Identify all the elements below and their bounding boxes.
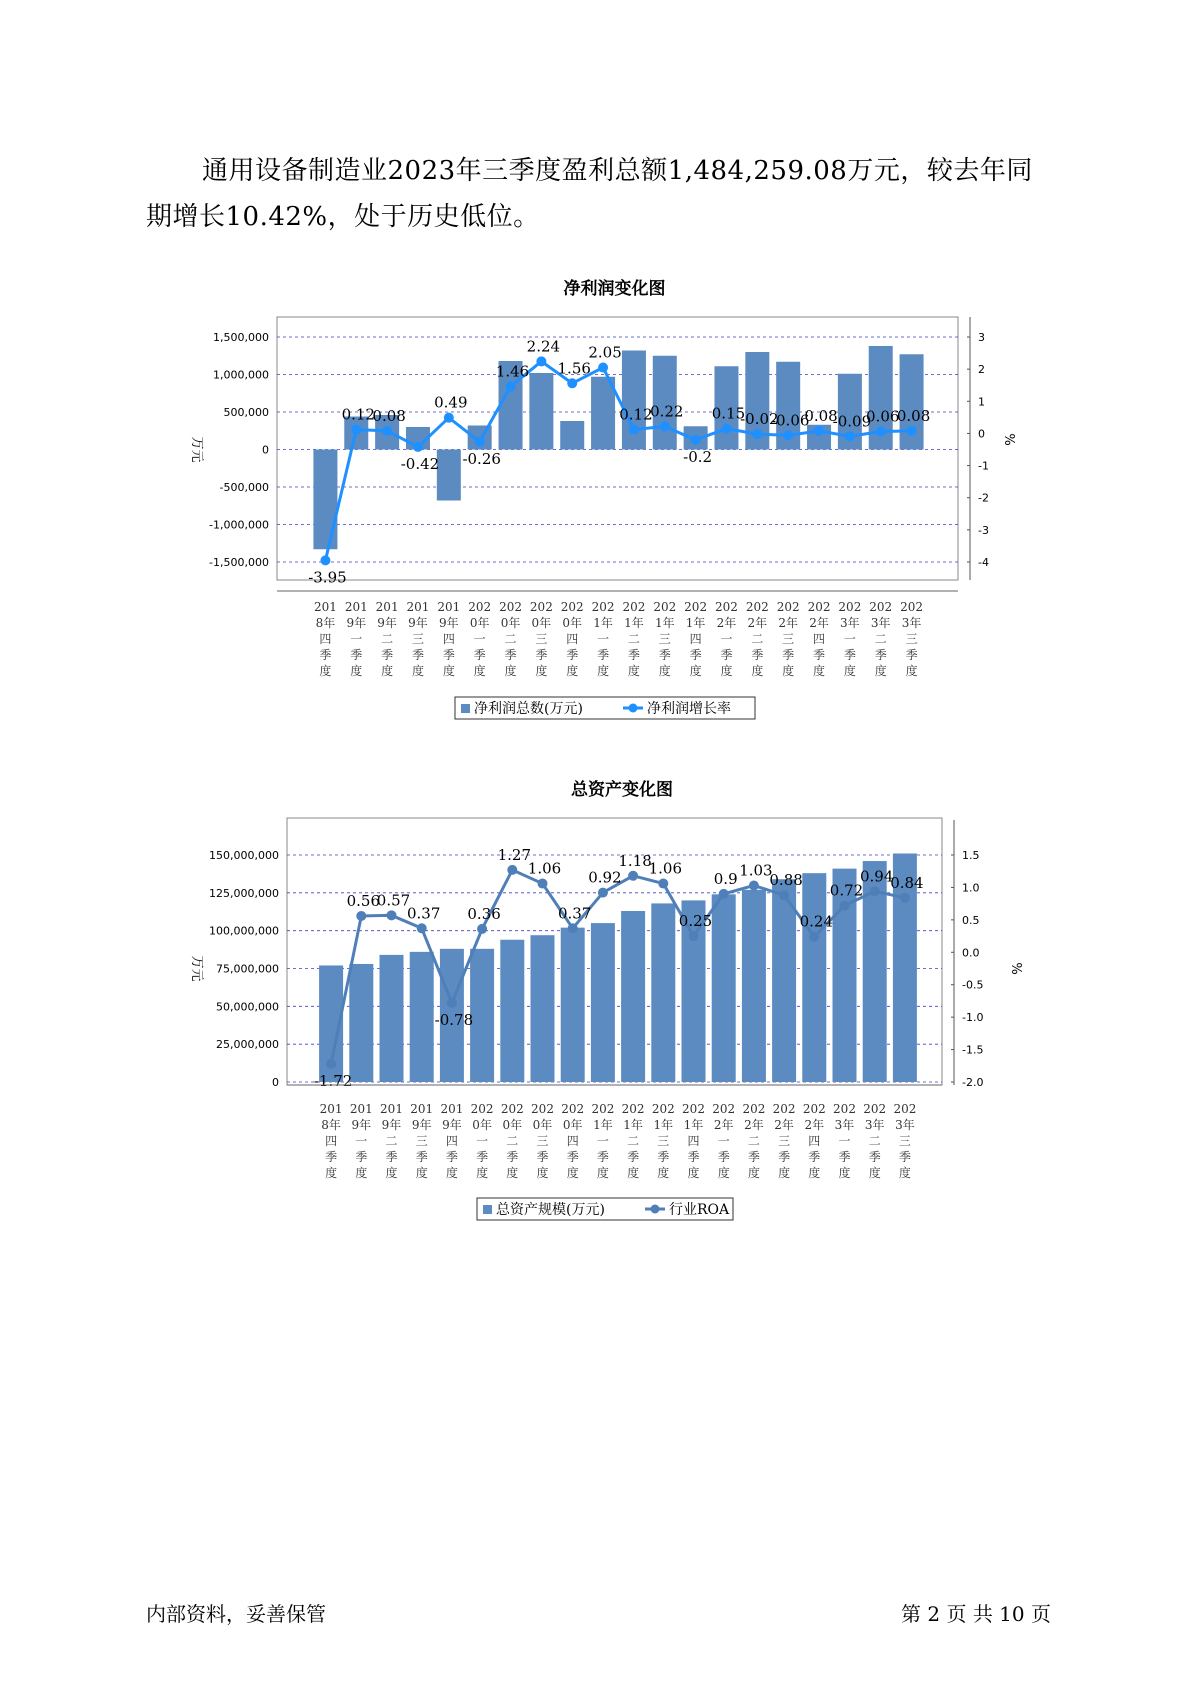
x-tick-label: 201 9年四季度 — [440, 1102, 464, 1180]
data-label: 0.9 — [713, 869, 738, 888]
y2-tick-label: -2 — [978, 491, 989, 505]
footer-confidential-note: 内部资料，妥善保管 — [146, 1602, 326, 1626]
y-axis-label: 万元 — [189, 955, 204, 982]
data-label: 0.88 — [769, 871, 803, 890]
y2-tick-label: 1.5 — [962, 849, 980, 862]
line-point — [749, 880, 759, 890]
x-tick-label: 202 0年四季度 — [561, 1102, 585, 1180]
line-point — [387, 910, 397, 920]
data-label: 0.57 — [376, 891, 411, 910]
x-tick-label: 201 9年三季度 — [410, 1102, 434, 1180]
x-tick-label: 201 9年一季度 — [344, 600, 368, 678]
data-label: -0.42 — [400, 454, 440, 473]
bar — [712, 894, 736, 1082]
x-tick-label: 202 0年二季度 — [500, 1102, 524, 1180]
bar — [561, 928, 585, 1082]
data-label: 0.08 — [896, 406, 931, 425]
y-tick-label: 50,000,000 — [216, 1000, 279, 1014]
x-tick-label: 202 0年三季度 — [529, 600, 553, 678]
y2-tick-label: -1.5 — [962, 1043, 984, 1057]
data-label: 0.84 — [890, 873, 924, 892]
y-tick-label: -1,000,000 — [209, 518, 269, 532]
data-label: 0.22 — [650, 402, 684, 421]
y-tick-label: 1,000,000 — [213, 368, 269, 382]
line-point — [598, 888, 608, 898]
y-tick-label: -500,000 — [219, 481, 269, 494]
data-label: 2.24 — [526, 337, 561, 356]
x-tick-label: 202 2年二季度 — [745, 600, 769, 678]
legend-bar-label: 总资产规模(万元) — [496, 1202, 605, 1218]
data-label: 1.18 — [618, 851, 652, 870]
bar — [591, 923, 615, 1082]
data-label: -0.2 — [683, 447, 713, 466]
x-tick-label: 202 2年一季度 — [712, 1102, 736, 1180]
x-tick-label: 201 9年四季度 — [437, 600, 461, 678]
x-tick-label: 201 8年四季度 — [313, 600, 337, 678]
data-label: 2.05 — [588, 343, 622, 362]
legend-bar-swatch — [483, 1205, 492, 1214]
data-label: -3.95 — [308, 568, 347, 587]
line-point — [779, 890, 789, 900]
data-label: -1.72 — [313, 1071, 353, 1090]
y-tick-label: 0 — [262, 443, 269, 457]
x-tick-label: 202 0年三季度 — [531, 1102, 554, 1180]
line-point — [809, 932, 819, 942]
line-point — [507, 865, 517, 875]
x-tick-label: 202 1年四季度 — [682, 1102, 705, 1180]
data-label: 0.37 — [557, 904, 592, 923]
x-tick-label: 201 9年一季度 — [349, 1102, 373, 1180]
x-tick-label: 202 2年二季度 — [742, 1102, 766, 1180]
x-tick-label: 202 3年二季度 — [869, 600, 893, 678]
line-point — [417, 923, 427, 933]
data-label: -0.09 — [832, 412, 872, 431]
x-tick-label: 202 2年四季度 — [807, 600, 831, 678]
line-point — [658, 879, 668, 889]
x-tick-label: 202 1年三季度 — [651, 1102, 675, 1180]
bar — [742, 890, 766, 1082]
y-tick-label: 75,000,000 — [216, 962, 279, 976]
x-tick-label: 202 1年四季度 — [684, 600, 708, 678]
x-tick-label: 202 1年一季度 — [591, 1102, 615, 1180]
y2-tick-label: 0 — [978, 427, 985, 441]
y2-axis-label: % — [1001, 433, 1016, 446]
bar — [802, 873, 826, 1082]
line-point — [689, 931, 699, 941]
x-tick-label: 201 9年二季度 — [375, 600, 399, 678]
line-point — [628, 871, 638, 881]
x-tick-label: 202 3年三季度 — [893, 1102, 917, 1180]
y-axis-label: 万元 — [189, 436, 204, 463]
y-tick-label: 0 — [272, 1076, 279, 1089]
x-tick-label: 202 0年四季度 — [560, 600, 584, 678]
bar — [621, 911, 645, 1082]
data-label: 1.27 — [497, 845, 532, 864]
data-label: 1.06 — [648, 859, 683, 878]
data-label: 1.46 — [495, 362, 530, 381]
bar — [470, 949, 494, 1082]
x-tick-label: 202 1年二季度 — [622, 600, 646, 678]
legend-line-label: 净利润增长率 — [647, 701, 731, 717]
x-tick-label: 202 2年一季度 — [715, 600, 738, 678]
x-tick-label: 202 1年三季度 — [653, 600, 677, 678]
line-point — [447, 998, 457, 1008]
data-label: 0.08 — [804, 406, 838, 425]
line-point — [840, 901, 850, 911]
y-tick-label: 500,000 — [223, 406, 269, 419]
y-tick-label: 25,000,000 — [216, 1038, 279, 1052]
y2-tick-label: -4 — [978, 556, 989, 569]
line-point — [538, 879, 548, 889]
x-tick-label: 202 2年三季度 — [776, 600, 800, 678]
y-tick-label: 150,000,000 — [209, 849, 279, 862]
data-label: 0.92 — [588, 868, 622, 887]
bar — [349, 964, 373, 1082]
data-label: 0.49 — [434, 393, 468, 412]
data-label: 0.12 — [619, 405, 653, 424]
x-tick-label: 202 0年一季度 — [470, 1102, 494, 1180]
data-label: -0.78 — [434, 1010, 474, 1029]
chart-title: 净利润变化图 — [563, 279, 666, 299]
y-tick-label: 1,500,000 — [213, 331, 269, 344]
y2-tick-label: 2 — [978, 363, 985, 377]
x-tick-label: 201 9年二季度 — [380, 1102, 403, 1180]
legend-bar-label: 净利润总数(万元) — [474, 701, 583, 717]
y2-tick-label: -3 — [978, 523, 989, 537]
x-tick-label: 202 1年一季度 — [591, 600, 615, 678]
x-tick-label: 202 3年一季度 — [838, 600, 862, 678]
data-label: -0.02 — [740, 410, 779, 429]
x-tick-label: 202 1年二季度 — [621, 1102, 645, 1180]
data-label: 1.03 — [739, 861, 773, 880]
line-point — [568, 923, 578, 933]
y2-tick-label: -1.0 — [962, 1011, 984, 1025]
x-tick-label: 202 3年二季度 — [863, 1102, 887, 1180]
data-label: 1.06 — [527, 859, 562, 878]
line-point — [719, 889, 729, 899]
line-point — [477, 924, 487, 934]
y2-tick-label: 0.5 — [962, 913, 980, 927]
data-label: 0.06 — [866, 407, 900, 426]
x-tick-label: 201 9年三季度 — [406, 600, 430, 678]
data-label: 0.56 — [346, 891, 381, 910]
y2-tick-label: -2.0 — [962, 1076, 984, 1089]
y-tick-label: 100,000,000 — [209, 924, 279, 938]
bar — [410, 952, 434, 1082]
data-label: -0.26 — [462, 449, 501, 468]
footer-page-number: 第 2 页 共 10 页 — [901, 1602, 1051, 1626]
y2-tick-label: -0.5 — [962, 978, 984, 992]
data-label: 0.08 — [372, 406, 406, 425]
bar — [500, 940, 524, 1082]
y2-tick-label: -1 — [978, 459, 989, 473]
data-label: -0.06 — [770, 411, 810, 430]
data-label: 0.37 — [406, 904, 441, 923]
data-label: 0.72 — [829, 881, 864, 900]
data-label: 0.36 — [467, 904, 501, 923]
data-label: 1.56 — [557, 359, 591, 378]
chart-title: 总资产变化图 — [571, 780, 673, 800]
data-label: 0.12 — [341, 405, 375, 424]
x-tick-label: 201 8年四季度 — [319, 1102, 343, 1180]
y2-axis-label: % — [1008, 962, 1023, 975]
data-label: 0.94 — [859, 867, 894, 886]
bar — [531, 935, 555, 1082]
line-point — [870, 886, 880, 896]
y2-tick-label: 0.0 — [962, 946, 980, 960]
bar — [380, 955, 404, 1082]
data-label: 0.24 — [799, 912, 834, 931]
data-label: 0.15 — [711, 404, 746, 423]
legend-line-marker — [651, 1205, 660, 1214]
bar — [651, 903, 675, 1082]
legend-line-label: 行业ROA — [669, 1202, 730, 1218]
x-tick-label: 202 3年三季度 — [900, 600, 924, 678]
bar — [772, 879, 796, 1082]
y2-tick-label: 3 — [978, 331, 985, 344]
y2-tick-label: 1.0 — [962, 881, 980, 895]
data-label: 0.25 — [678, 912, 713, 931]
line-point — [326, 1059, 336, 1069]
x-tick-label: 202 2年三季度 — [772, 1102, 796, 1180]
y-tick-label: -1,500,000 — [209, 556, 269, 569]
y2-tick-label: 1 — [978, 395, 985, 409]
line-point — [900, 893, 910, 903]
x-tick-label: 202 3年一季度 — [833, 1102, 856, 1180]
x-tick-label: 202 2年四季度 — [802, 1102, 826, 1180]
x-tick-label: 202 0年二季度 — [499, 600, 522, 678]
y-tick-label: 125,000,000 — [209, 886, 279, 900]
x-tick-label: 202 0年一季度 — [468, 600, 492, 678]
line-point — [356, 911, 366, 921]
summary-text: 通用设备制造业2023年三季度盈利总额1,484,259.08万元，较去年同期增长10.42%，处于历史低位。 — [146, 156, 1033, 232]
